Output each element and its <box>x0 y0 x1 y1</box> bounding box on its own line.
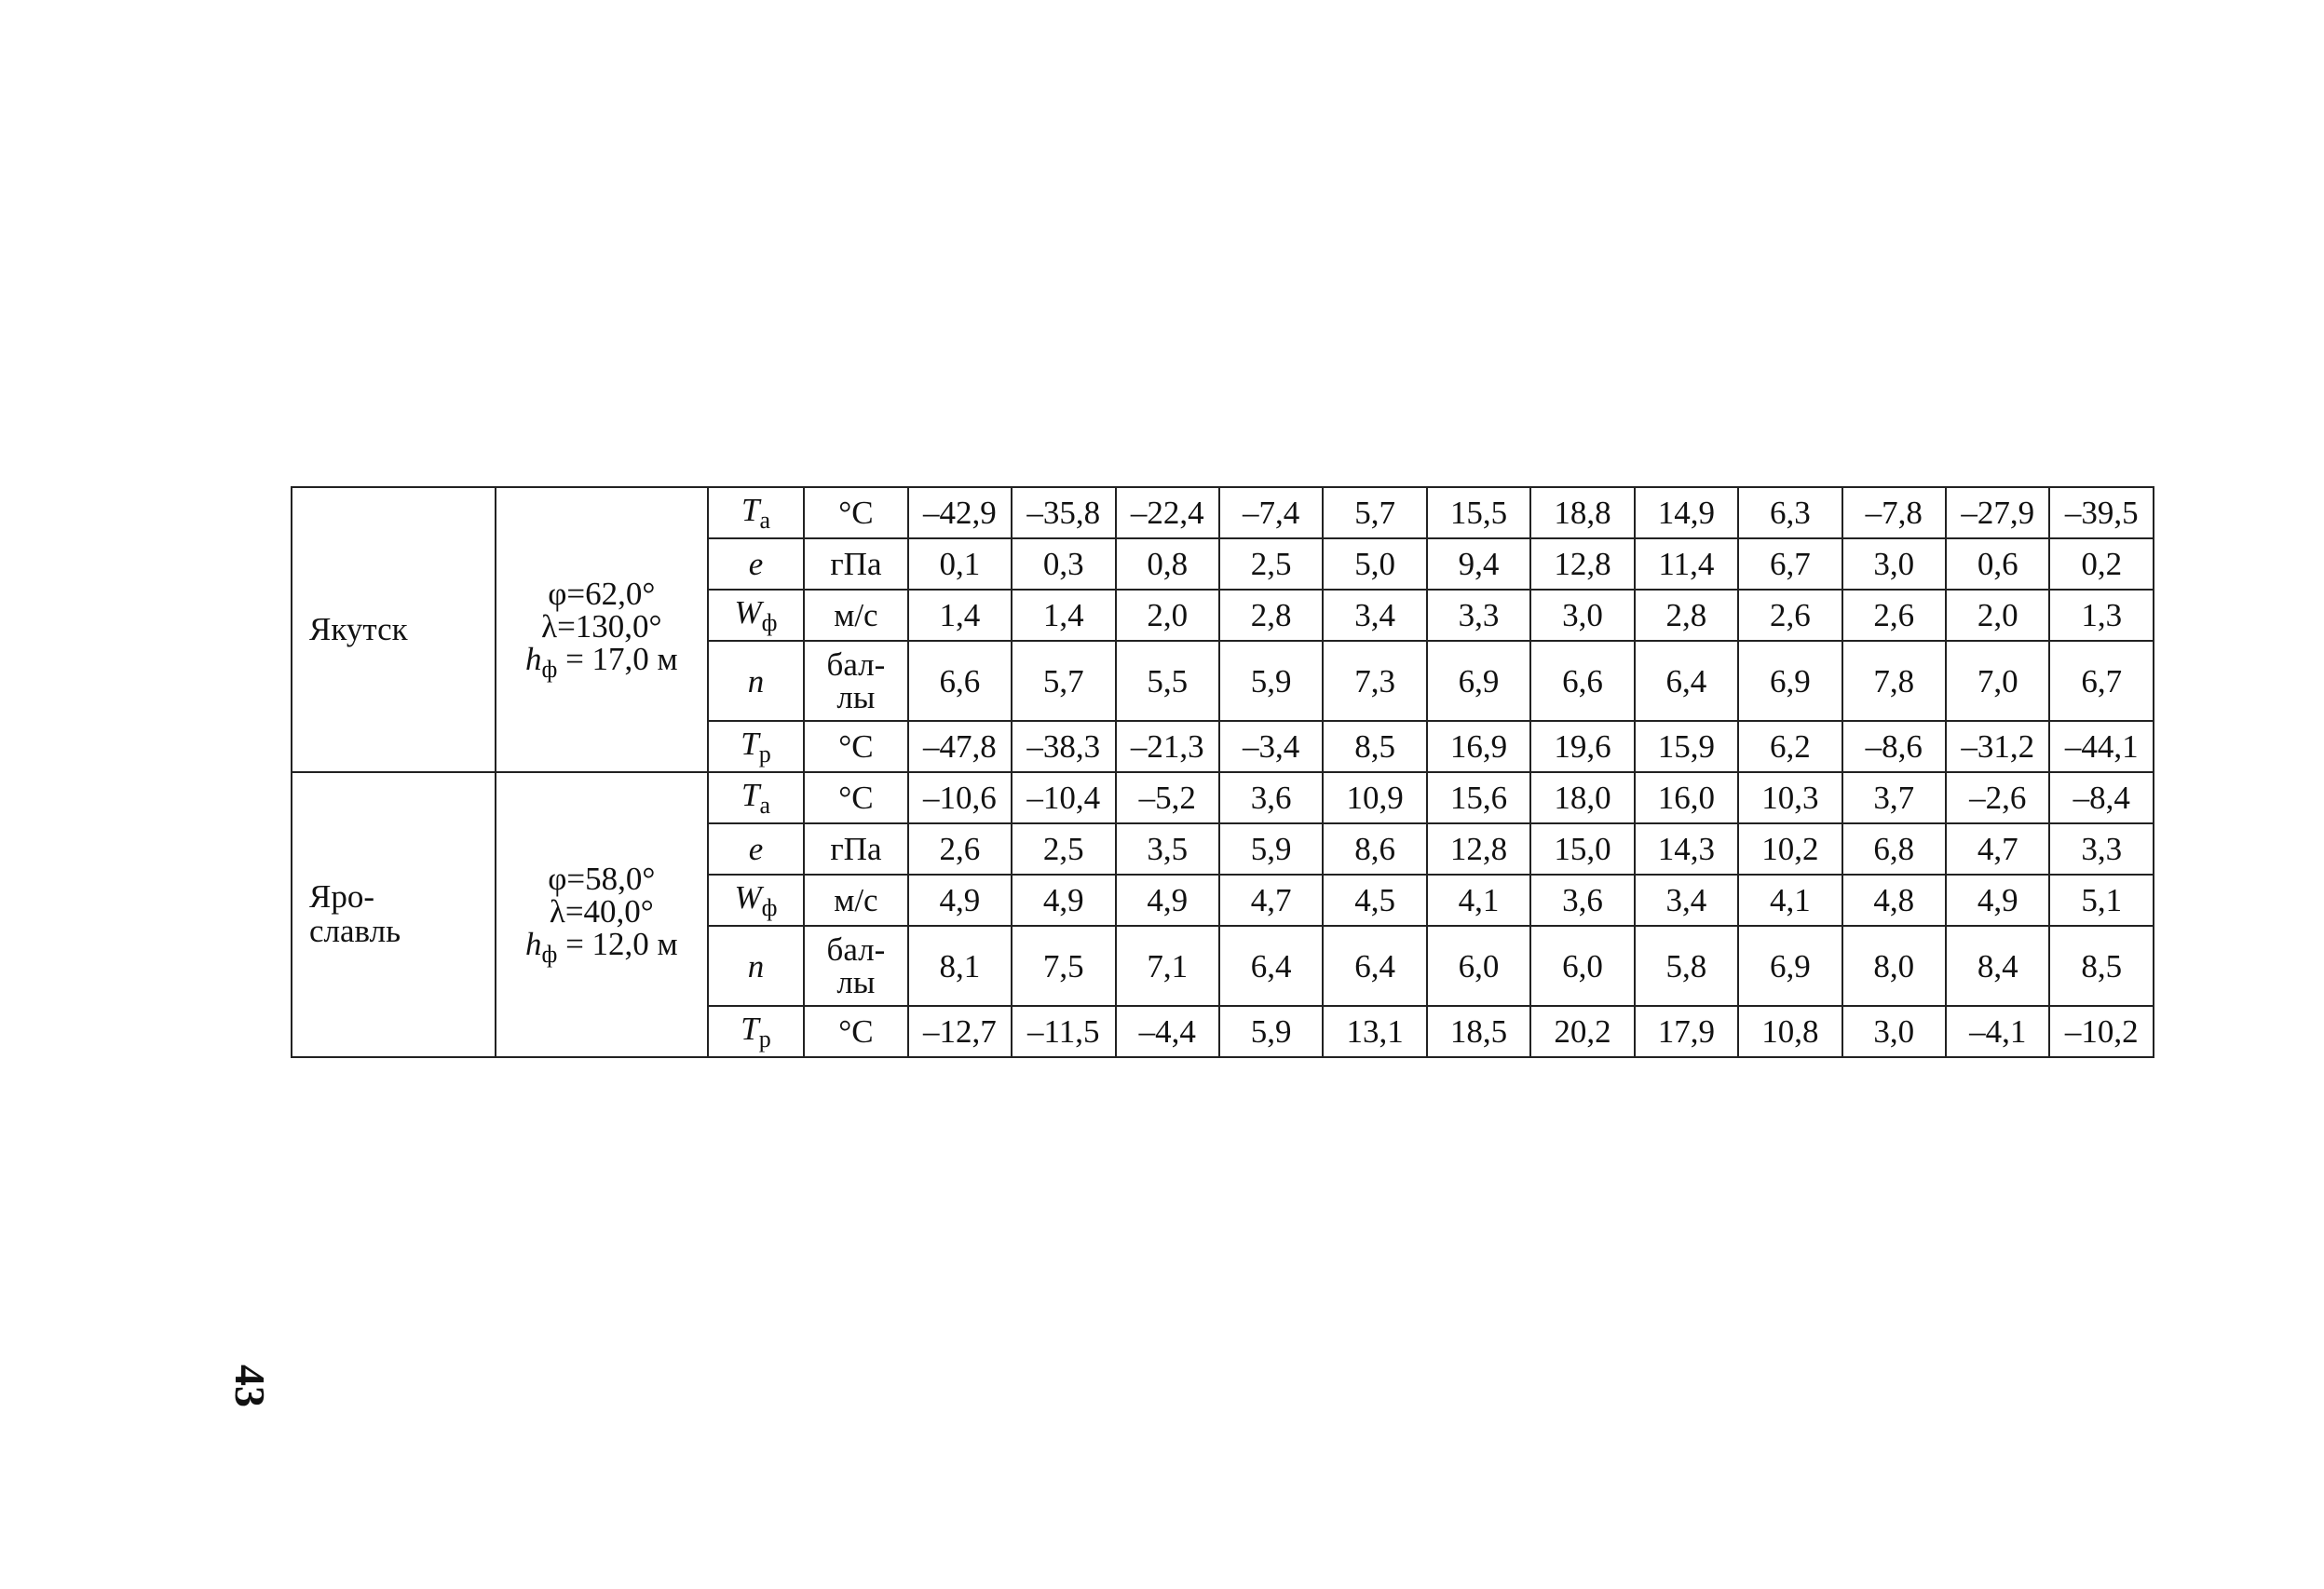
value-cell: 18,0 <box>1530 772 1634 823</box>
value-cell: 3,0 <box>1530 590 1634 641</box>
unit-cell: °C <box>804 721 907 772</box>
param-n <box>708 926 804 1006</box>
param-symbol: T <box>741 491 760 528</box>
value-cell: –7,4 <box>1219 487 1323 538</box>
value-cell: 16,9 <box>1427 721 1530 772</box>
unit-cell <box>804 926 907 1006</box>
unit-cell: м/с <box>804 590 907 641</box>
param-symbol: W <box>734 593 762 631</box>
station-coordinates <box>496 772 708 1057</box>
value-cell: 4,1 <box>1427 875 1530 926</box>
unit-cell: °C <box>804 487 907 538</box>
value-cell: –22,4 <box>1116 487 1219 538</box>
value-cell: 5,8 <box>1635 926 1738 1006</box>
value-cell: 2,6 <box>1842 590 1946 641</box>
param-wf <box>708 875 804 926</box>
unit-line: бал- <box>826 646 886 683</box>
value-cell: 6,4 <box>1635 641 1738 721</box>
value-cell: 14,3 <box>1635 823 1738 875</box>
station-height <box>498 643 705 682</box>
station-longitude: λ=130,0° <box>541 608 662 645</box>
param-subscript: р <box>758 1025 771 1053</box>
value-cell: 14,9 <box>1635 487 1738 538</box>
param-e <box>708 823 804 875</box>
value-cell: 7,1 <box>1116 926 1219 1006</box>
unit-line: лы <box>836 964 876 1000</box>
value-cell: 3,4 <box>1635 875 1738 926</box>
value-cell: 15,9 <box>1635 721 1738 772</box>
station-name <box>292 772 496 1057</box>
value-cell: 3,3 <box>2049 823 2154 875</box>
param-symbol: T <box>741 1010 759 1047</box>
value-cell: 6,7 <box>2049 641 2154 721</box>
param-e <box>708 538 804 590</box>
value-cell: 3,4 <box>1323 590 1426 641</box>
value-cell: 0,3 <box>1012 538 1115 590</box>
value-cell: –12,7 <box>908 1006 1012 1057</box>
value-cell: 2,5 <box>1219 538 1323 590</box>
value-cell: –3,4 <box>1219 721 1323 772</box>
value-cell: 0,1 <box>908 538 1012 590</box>
value-cell: –10,2 <box>2049 1006 2154 1057</box>
value-cell: –5,2 <box>1116 772 1219 823</box>
value-cell: –8,6 <box>1842 721 1946 772</box>
value-cell: 10,3 <box>1738 772 1842 823</box>
value-cell: 3,6 <box>1219 772 1323 823</box>
height-symbol-sub: ф <box>541 656 558 683</box>
param-tp <box>708 1006 804 1057</box>
unit-line: лы <box>836 679 876 715</box>
height-value: = 17,0 м <box>565 641 678 677</box>
value-cell: 6,0 <box>1427 926 1530 1006</box>
station-name-line: Яро- <box>309 878 374 916</box>
value-cell: 0,8 <box>1116 538 1219 590</box>
param-subscript: ф <box>761 893 778 921</box>
value-cell: 18,8 <box>1530 487 1634 538</box>
value-cell: 4,9 <box>1116 875 1219 926</box>
value-cell: 6,4 <box>1219 926 1323 1006</box>
value-cell: 4,9 <box>1946 875 2049 926</box>
value-cell: 8,1 <box>908 926 1012 1006</box>
value-cell: 7,3 <box>1323 641 1426 721</box>
value-cell: –4,4 <box>1116 1006 1219 1057</box>
param-subscript: a <box>759 506 770 534</box>
param-symbol: n <box>747 947 765 985</box>
value-cell: 3,5 <box>1116 823 1219 875</box>
value-cell: 6,2 <box>1738 721 1842 772</box>
unit-cell <box>804 641 907 721</box>
value-cell: 10,9 <box>1323 772 1426 823</box>
value-cell: 0,6 <box>1946 538 2049 590</box>
station-name <box>292 487 496 772</box>
value-cell: –47,8 <box>908 721 1012 772</box>
table-row <box>292 772 2154 823</box>
station-latitude: φ=62,0° <box>548 576 656 612</box>
unit-cell: м/с <box>804 875 907 926</box>
value-cell: 6,9 <box>1427 641 1530 721</box>
value-cell: 2,0 <box>1116 590 1219 641</box>
value-cell: 6,9 <box>1738 641 1842 721</box>
value-cell: 5,7 <box>1323 487 1426 538</box>
value-cell: –31,2 <box>1946 721 2049 772</box>
value-cell: 10,8 <box>1738 1006 1842 1057</box>
value-cell: –39,5 <box>2049 487 2154 538</box>
value-cell: 5,9 <box>1219 823 1323 875</box>
value-cell: 13,1 <box>1323 1006 1426 1057</box>
value-cell: 5,0 <box>1323 538 1426 590</box>
value-cell: 4,9 <box>908 875 1012 926</box>
value-cell: –27,9 <box>1946 487 2049 538</box>
value-cell: –44,1 <box>2049 721 2154 772</box>
param-n <box>708 641 804 721</box>
param-subscript: ф <box>761 608 778 636</box>
param-symbol: T <box>741 776 760 813</box>
value-cell: 17,9 <box>1635 1006 1738 1057</box>
value-cell: 2,6 <box>1738 590 1842 641</box>
param-symbol: e <box>748 831 764 867</box>
height-symbol: h <box>524 926 542 962</box>
value-cell: 5,5 <box>1116 641 1219 721</box>
value-cell: 7,8 <box>1842 641 1946 721</box>
value-cell: 2,8 <box>1219 590 1323 641</box>
station-coordinates <box>496 487 708 772</box>
value-cell: 8,5 <box>2049 926 2154 1006</box>
value-cell: –35,8 <box>1012 487 1115 538</box>
value-cell: 1,4 <box>1012 590 1115 641</box>
value-cell: 6,9 <box>1738 926 1842 1006</box>
value-cell: 0,2 <box>2049 538 2154 590</box>
value-cell: 12,8 <box>1427 823 1530 875</box>
value-cell: 1,3 <box>2049 590 2154 641</box>
value-cell: 20,2 <box>1530 1006 1634 1057</box>
value-cell: 6,0 <box>1530 926 1634 1006</box>
value-cell: 6,8 <box>1842 823 1946 875</box>
height-value: = 12,0 м <box>565 926 678 962</box>
value-cell: 10,2 <box>1738 823 1842 875</box>
value-cell: –11,5 <box>1012 1006 1115 1057</box>
param-ta <box>708 772 804 823</box>
height-symbol: h <box>524 641 542 677</box>
value-cell: 4,7 <box>1219 875 1323 926</box>
value-cell: –2,6 <box>1946 772 2049 823</box>
unit-cell: гПа <box>804 823 907 875</box>
value-cell: 4,7 <box>1946 823 2049 875</box>
value-cell: 3,7 <box>1842 772 1946 823</box>
value-cell: 16,0 <box>1635 772 1738 823</box>
value-cell: –21,3 <box>1116 721 1219 772</box>
value-cell: 2,6 <box>908 823 1012 875</box>
value-cell: 11,4 <box>1635 538 1738 590</box>
value-cell: 15,0 <box>1530 823 1634 875</box>
unit-cell: °C <box>804 1006 907 1057</box>
value-cell: 6,7 <box>1738 538 1842 590</box>
param-symbol: T <box>741 725 759 762</box>
value-cell: 4,8 <box>1842 875 1946 926</box>
value-cell: 15,5 <box>1427 487 1530 538</box>
param-subscript: р <box>758 740 771 767</box>
value-cell: 4,5 <box>1323 875 1426 926</box>
value-cell: 2,0 <box>1946 590 2049 641</box>
value-cell: 19,6 <box>1530 721 1634 772</box>
value-cell: 8,0 <box>1842 926 1946 1006</box>
value-cell: 8,6 <box>1323 823 1426 875</box>
value-cell: –10,6 <box>908 772 1012 823</box>
climate-data-table <box>291 486 2154 1058</box>
value-cell: 8,4 <box>1946 926 2049 1006</box>
unit-line: бал- <box>826 931 886 968</box>
value-cell: 18,5 <box>1427 1006 1530 1057</box>
value-cell: 15,6 <box>1427 772 1530 823</box>
value-cell: 7,0 <box>1946 641 2049 721</box>
value-cell: –8,4 <box>2049 772 2154 823</box>
value-cell: 6,4 <box>1323 926 1426 1006</box>
param-wf <box>708 590 804 641</box>
value-cell: 4,9 <box>1012 875 1115 926</box>
value-cell: 3,6 <box>1530 875 1634 926</box>
value-cell: –38,3 <box>1012 721 1115 772</box>
param-symbol: n <box>747 662 765 699</box>
station-latitude: φ=58,0° <box>548 861 656 897</box>
value-cell: 6,3 <box>1738 487 1842 538</box>
station-height <box>498 928 705 967</box>
value-cell: 5,9 <box>1219 641 1323 721</box>
value-cell: 2,8 <box>1635 590 1738 641</box>
value-cell: 3,3 <box>1427 590 1530 641</box>
param-subscript: a <box>759 791 770 819</box>
value-cell: 5,9 <box>1219 1006 1323 1057</box>
param-symbol: e <box>748 546 764 582</box>
page-number: 43 <box>226 1365 274 1407</box>
value-cell: 9,4 <box>1427 538 1530 590</box>
value-cell: –4,1 <box>1946 1006 2049 1057</box>
value-cell: –7,8 <box>1842 487 1946 538</box>
value-cell: –10,4 <box>1012 772 1115 823</box>
value-cell: 5,7 <box>1012 641 1115 721</box>
value-cell: 4,1 <box>1738 875 1842 926</box>
station-name-line: славль <box>309 913 401 949</box>
value-cell: –42,9 <box>908 487 1012 538</box>
table-row <box>292 487 2154 538</box>
param-symbol: W <box>734 878 762 916</box>
param-ta <box>708 487 804 538</box>
value-cell: 3,0 <box>1842 1006 1946 1057</box>
station-longitude: λ=40,0° <box>549 893 654 930</box>
value-cell: 6,6 <box>908 641 1012 721</box>
unit-cell: гПа <box>804 538 907 590</box>
value-cell: 8,5 <box>1323 721 1426 772</box>
value-cell: 1,4 <box>908 590 1012 641</box>
station-name-text: Якутск <box>309 610 408 647</box>
value-cell: 3,0 <box>1842 538 1946 590</box>
value-cell: 5,1 <box>2049 875 2154 926</box>
value-cell: 7,5 <box>1012 926 1115 1006</box>
value-cell: 12,8 <box>1530 538 1634 590</box>
value-cell: 2,5 <box>1012 823 1115 875</box>
height-symbol-sub: ф <box>541 941 558 968</box>
value-cell: 6,6 <box>1530 641 1634 721</box>
param-tp <box>708 721 804 772</box>
unit-cell: °C <box>804 772 907 823</box>
